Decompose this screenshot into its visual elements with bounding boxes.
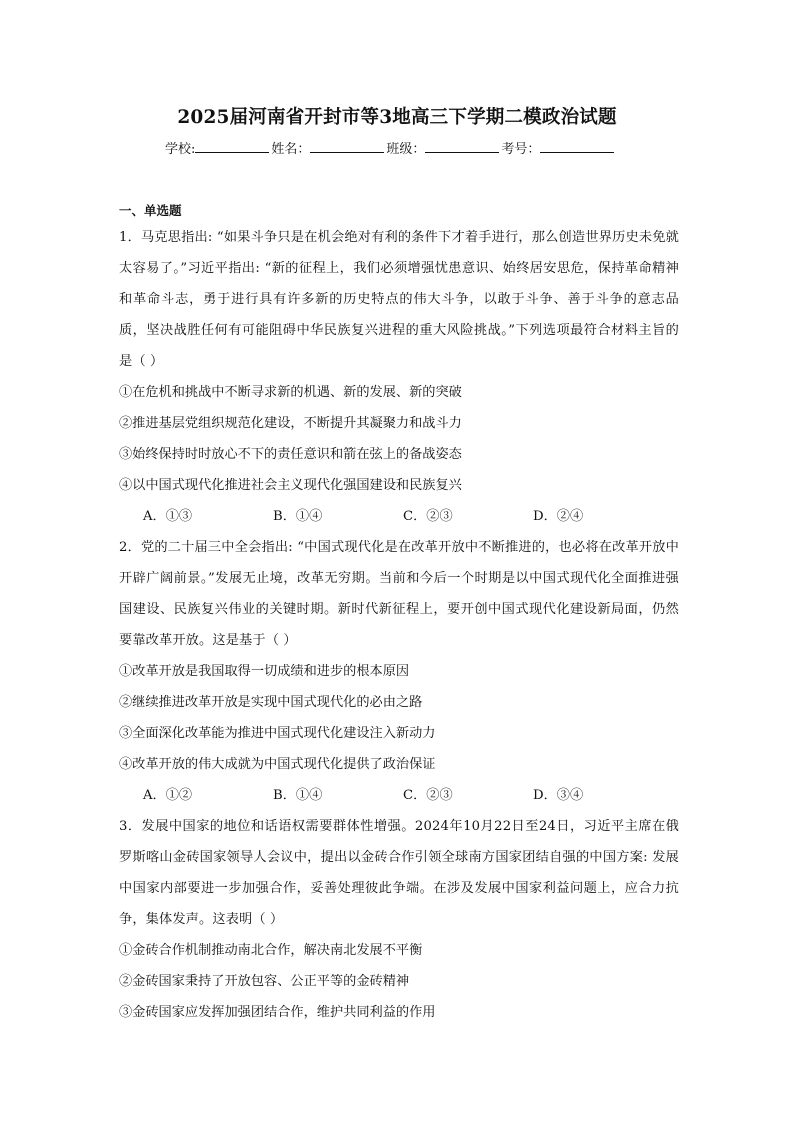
choice-d[interactable]: D．②④ xyxy=(533,509,584,524)
choice-c[interactable]: C．②③ xyxy=(403,509,453,524)
choice-d[interactable]: D．③④ xyxy=(533,788,584,803)
questions-content xyxy=(119,200,679,1028)
question-option: ②继续推进改革开放是实现中国式现代化的必由之路 xyxy=(119,695,423,710)
question-option: ②金砖国家秉持了开放包容、公正平等的金砖精神 xyxy=(119,974,410,989)
class-label: 班级： xyxy=(386,142,426,157)
question-1 xyxy=(119,222,679,532)
school-blank[interactable] xyxy=(195,140,269,153)
choice-c[interactable]: C．②③ xyxy=(403,788,453,803)
answer-choices xyxy=(119,780,679,811)
question-option: ①在危机和挑战中不断寻求新的机遇、新的发展、新的突破 xyxy=(119,385,462,400)
question-option: ④以中国式现代化推进社会主义现代化强国建设和民族复兴 xyxy=(119,478,462,493)
choice-a[interactable]: A．①③ xyxy=(143,509,193,524)
name-label: 姓名： xyxy=(271,142,311,157)
question-option: ③始终保持时时放心不下的责任意识和箭在弦上的备战姿态 xyxy=(119,447,462,462)
choice-b[interactable]: B．①④ xyxy=(273,788,323,803)
question-stem: 3．发展中国家的地位和话语权需要群体性增强。2024年10月22日至24日，习近平主席在俄罗斯喀山金砖国家领导人会议中，提出以金砖合作引领全球南方国家团结自强的中国方案: 发展中国家内部要进一步加强合作，妥善处理彼此争端。在涉及发展中国家利益问题上，应合力抗争，集体发声。这表明（ ） xyxy=(119,819,679,927)
question-option: ④改革开放的伟大成就为中国式现代化提供了政治保证 xyxy=(119,757,436,772)
class-blank[interactable] xyxy=(425,140,499,153)
question-option: ②推进基层党组织规范化建设，不断提升其凝聚力和战斗力 xyxy=(119,416,462,431)
exam-title: 2025届河南省开封市等3地高三下学期二模政治试题 xyxy=(177,107,617,128)
choice-a[interactable]: A．①② xyxy=(143,788,193,803)
question-stem: 1．马克思指出: “如果斗争只是在机会绝对有利的条件下才着手进行，那么创造世界历史未免就太容易了。”习近平指出: “新的征程上，我们必须增强忧患意识、始终居安思危，保持革命精神和革命斗志，勇于进行具有许多新的历史特点的伟大斗争，以敢于斗争、善于斗争的意志品质，坚决战胜任何有可能阻碍中华民族复兴进程的重大风险挑战。”下列选项最符合材料主旨的是（ ） xyxy=(119,230,679,369)
section-title: 一、单选题 xyxy=(119,203,182,218)
answer-choices xyxy=(119,501,679,532)
exam-no-blank[interactable] xyxy=(540,140,614,153)
exam-no-label: 考号： xyxy=(501,142,541,157)
choice-b[interactable]: B．①④ xyxy=(273,509,323,524)
question-3 xyxy=(119,811,679,1028)
question-option: ③全面深化改革能为推进中国式现代化建设注入新动力 xyxy=(119,726,436,741)
question-2 xyxy=(119,532,679,811)
school-label: 学校: xyxy=(165,142,196,157)
question-option: ①金砖合作机制推动南北合作，解决南北发展不平衡 xyxy=(119,943,423,958)
question-option: ①改革开放是我国取得一切成绩和进步的根本原因 xyxy=(119,664,410,679)
question-stem: 2．党的二十届三中全会指出: “中国式现代化是在改革开放中不断推进的，也必将在改革开放中开辟广阔前景。”发展无止境，改革无穷期。当前和今后一个时期是以中国式现代化全面推进强国建设、民族复兴伟业的关键时期。新时代新征程上，要开创中国式现代化建设新局面，仍然要靠改革开放。这是基于（ ） xyxy=(119,540,679,648)
student-info-line xyxy=(165,138,616,157)
question-option: ③金砖国家应发挥加强团结合作，维护共同利益的作用 xyxy=(119,1005,436,1020)
name-blank[interactable] xyxy=(310,140,384,153)
